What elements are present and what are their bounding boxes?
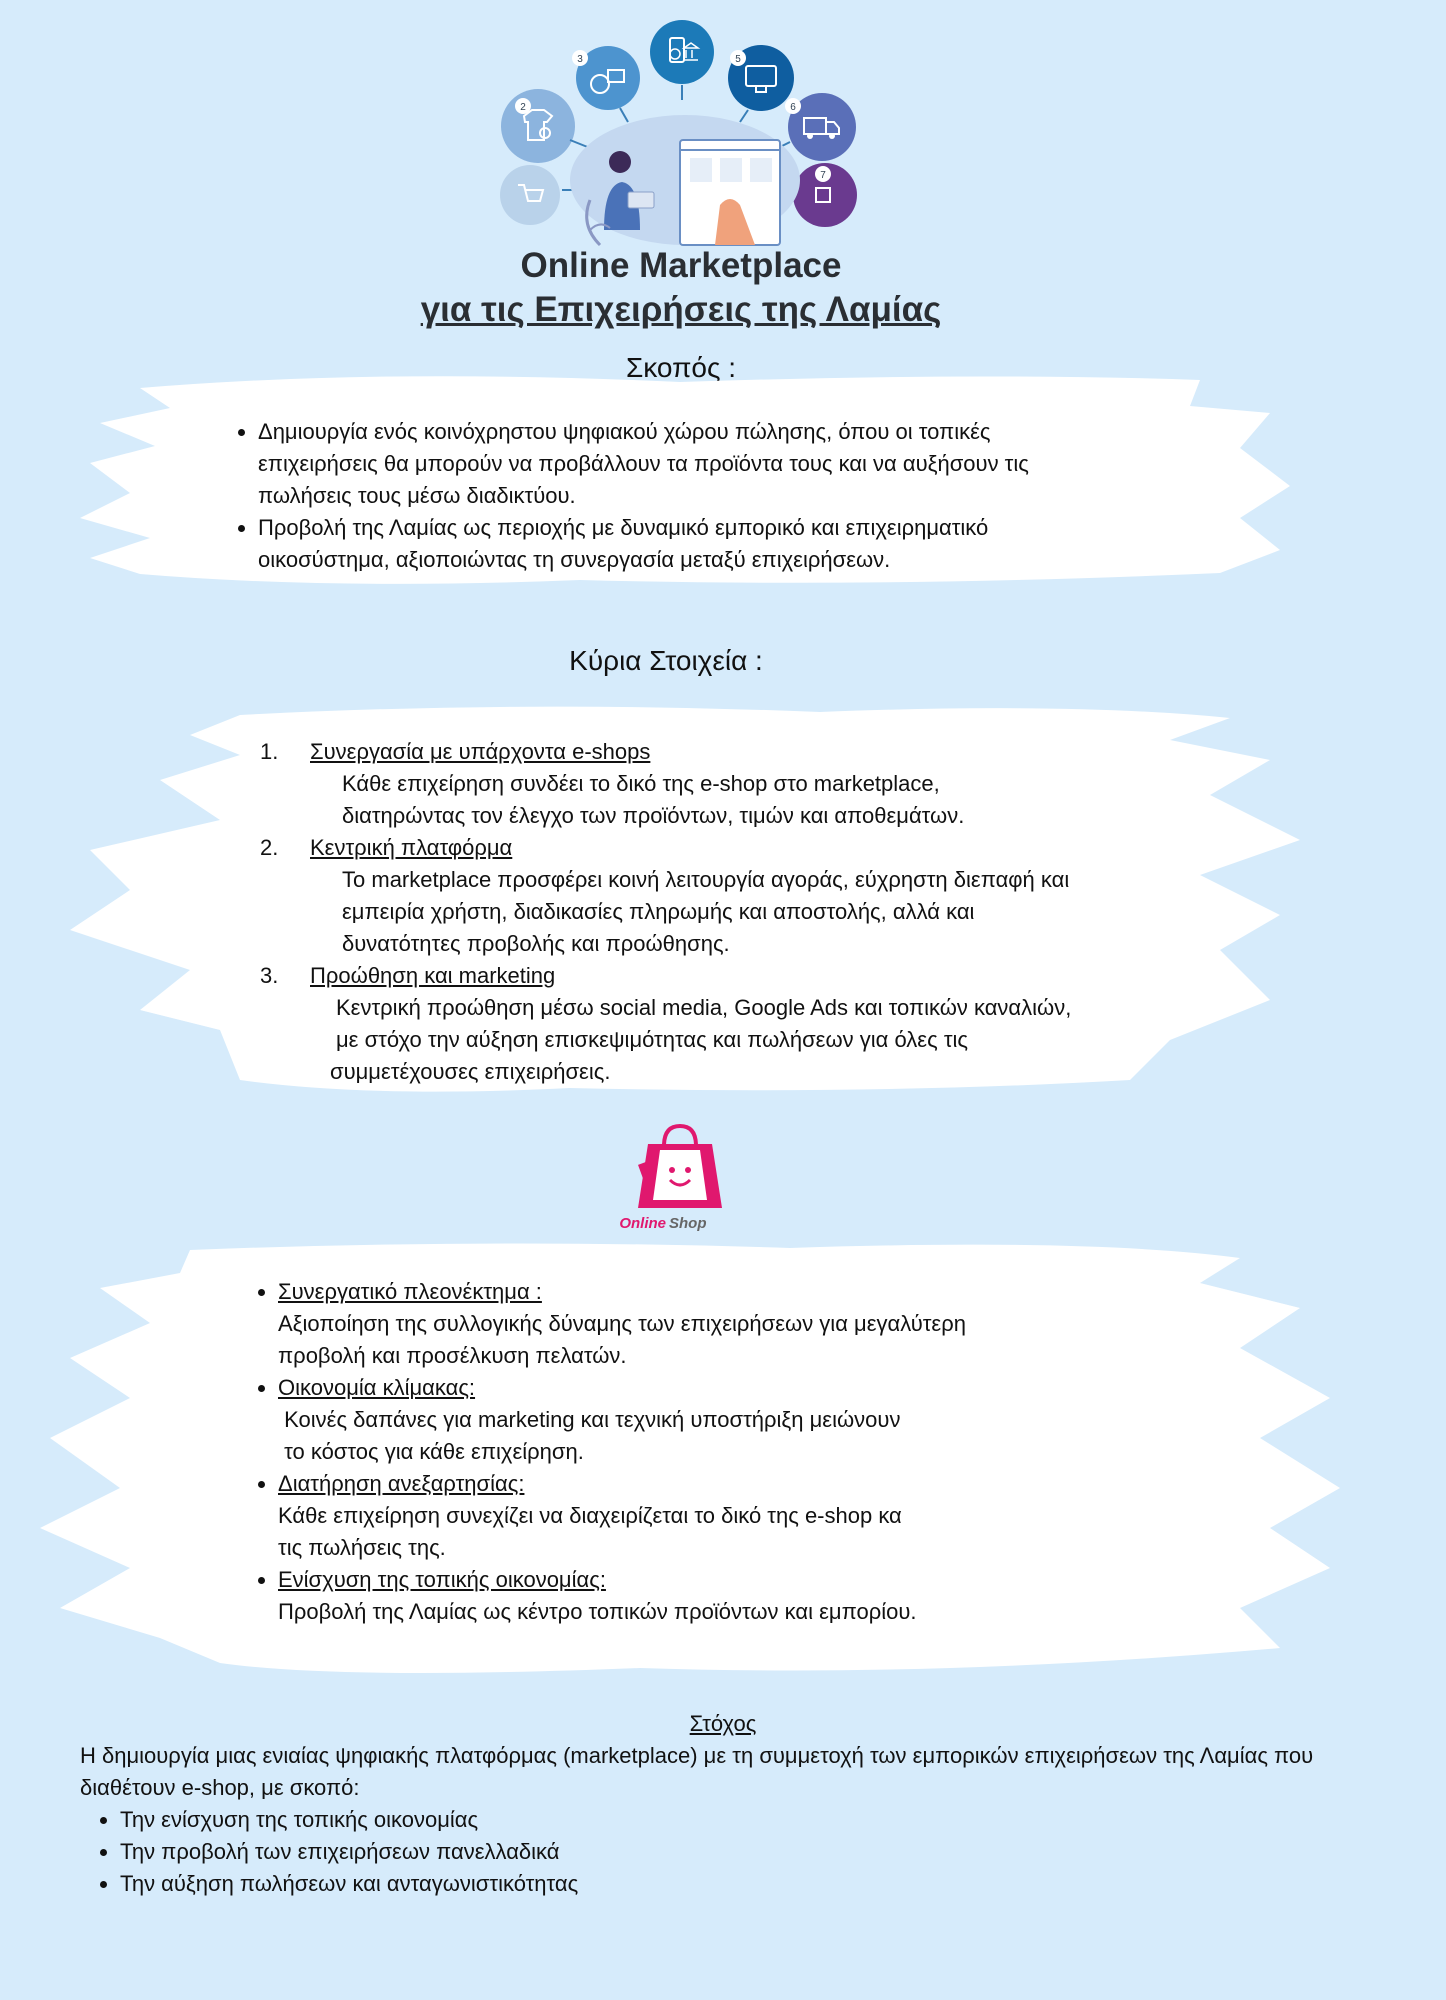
item-title: Κεντρική πλατφόρμα	[310, 835, 513, 860]
page-title: Online Marketplace	[520, 246, 842, 285]
item-line: δυνατότητες προβολής και προώθησης.	[342, 931, 730, 956]
main-elements-list	[260, 736, 1180, 1088]
purpose-item: • Προβολή της Λαμίας ως περιοχής με δυναμικό εμπορικό και επιχειρηματικό οικοσύστημα, αξιοποιώντας τη συνεργασία μεταξύ επιχειρήσεων.	[258, 512, 1098, 576]
icon-bubble-3	[572, 46, 640, 110]
online-shop-logo	[619, 1122, 730, 1234]
main-elements-heading: Κύρια Στοιχεία :	[569, 645, 763, 676]
benefit-line: προβολή και προσέλκυση πελατών.	[278, 1343, 627, 1368]
goal-item: • Την αύξηση πωλήσεων και ανταγωνιστικότητας	[120, 1868, 1340, 1900]
item-number: 3.	[260, 963, 279, 988]
item-line: συμμετέχουσες επιχειρήσεις.	[330, 1059, 611, 1084]
benefit-title: Ενίσχυση της τοπικής οικονομίας:	[278, 1567, 606, 1592]
benefit-line: Κάθε επιχείρηση συνεχίζει να διαχειρίζεται το δικό της e-shop κα	[278, 1503, 902, 1528]
goal-heading: Στόχος	[689, 1711, 757, 1736]
goal-item: • Την προβολή των επιχειρήσεων πανελλαδικά	[120, 1836, 1340, 1868]
benefits-list	[248, 1276, 1108, 1628]
item-line: με στόχο την αύξηση επισκεψιμότητας και πωλήσεων για όλες τις	[336, 1027, 969, 1052]
browser-window-icon	[680, 140, 780, 245]
goal-section	[80, 1740, 1340, 1900]
item-title: Συνεργασία με υπάρχοντα e-shops	[310, 739, 651, 764]
benefit-title: Διατήρηση ανεξαρτησίας:	[278, 1471, 525, 1496]
svg-text:7: 7	[820, 170, 826, 181]
icon-bubble-bank	[650, 20, 714, 84]
icon-bubble-2	[501, 89, 575, 163]
svg-text:5: 5	[735, 54, 741, 65]
goal-intro: Η δημιουργία μιας ενιαίας ψηφιακής πλατφόρμας (marketplace) με τη συμμετοχή των εμπορικών επιχειρήσεων της Λαμίας που διαθέτουν e-shop, με σκοπό:	[80, 1743, 1314, 1800]
benefit-line: Προβολή της Λαμίας ως κέντρο τοπικών προϊόντων και εμπορίου.	[278, 1599, 917, 1624]
goal-item: • Την ενίσχυση της τοπικής οικονομίας	[120, 1804, 1340, 1836]
item-line: εμπειρία χρήστη, διαδικασίες πληρωμής και αποστολής, αλλά και	[342, 899, 975, 924]
item-line: Κάθε επιχείρηση συνδέει το δικό της e-shop στο marketplace,	[342, 771, 940, 796]
page-subtitle: για τις Επιχειρήσεις της Λαμίας	[420, 290, 942, 329]
benefit-item	[278, 1276, 1108, 1372]
svg-text:6: 6	[790, 102, 796, 113]
icon-bubble-5	[728, 45, 794, 111]
main-element-item	[260, 960, 1180, 1088]
benefit-line: Αξιοποίηση της συλλογικής δύναμης των επιχειρήσεων για μεγαλύτερη	[278, 1311, 966, 1336]
item-title: Προώθηση και marketing	[310, 963, 556, 988]
item-line: Το marketplace προσφέρει κοινή λειτουργία αγοράς, εύχρηστη διεπαφή και	[342, 867, 1070, 892]
benefit-line: τις πωλήσεις της.	[278, 1535, 446, 1560]
benefit-line: το κόστος για κάθε επιχείρηση.	[278, 1439, 584, 1464]
icon-bubble-cart	[500, 165, 560, 225]
hero-illustration	[520, 30, 850, 245]
benefit-title: Συνεργατικό πλεονέκτημα :	[278, 1279, 542, 1304]
benefit-line: Κοινές δαπάνες για marketing και τεχνική υποστήριξη μειώνουν	[278, 1407, 901, 1432]
logo-text-shop: Shop	[669, 1215, 707, 1232]
purpose-heading: Σκοπός :	[625, 352, 737, 383]
item-number: 2.	[260, 835, 279, 860]
benefit-item	[278, 1468, 1108, 1564]
item-line: Κεντρική προώθηση μέσω social media, Google Ads και τοπικών καναλιών,	[336, 995, 1072, 1020]
benefit-title: Οικονομία κλίμακας:	[278, 1375, 476, 1400]
icon-bubble-7	[793, 163, 857, 227]
svg-text:2: 2	[520, 102, 526, 113]
main-element-item	[260, 832, 1180, 960]
benefit-item	[278, 1564, 1108, 1628]
logo-text-online: Online	[619, 1215, 666, 1232]
item-line: διατηρώντας τον έλεγχο των προϊόντων, τιμών και αποθεμάτων.	[342, 803, 965, 828]
main-element-item	[260, 736, 1180, 832]
purpose-item: • Δημιουργία ενός κοινόχρηστου ψηφιακού χώρου πώλησης, όπου οι τοπικές επιχειρήσεις θα μπορούν να προβάλλουν τα προϊόντα τους και να αυξήσουν τις πωλήσεις τους μέσω διαδικτύου.	[258, 416, 1098, 512]
svg-text:3: 3	[577, 54, 583, 65]
icon-bubble-6	[785, 93, 856, 161]
purpose-list	[228, 416, 1098, 576]
item-number: 1.	[260, 739, 279, 764]
benefit-item	[278, 1372, 1108, 1468]
